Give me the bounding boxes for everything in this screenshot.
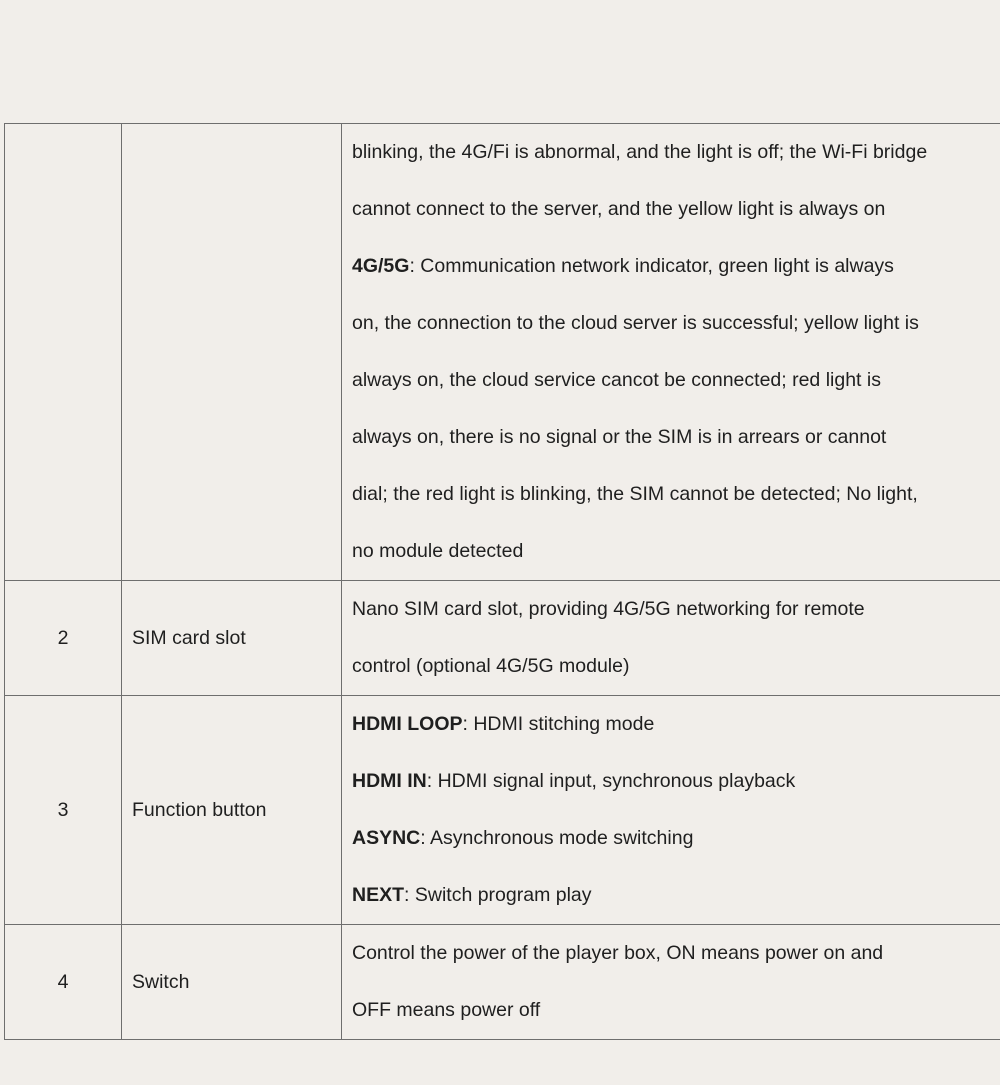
table-row <box>5 124 1000 581</box>
description-line: Control the power of the player box, ON means power on and <box>352 942 884 964</box>
row-name <box>122 124 342 581</box>
row-number: 4 <box>5 925 122 1040</box>
description-line: 4G/5G: Communication network indicator, green light is always <box>352 255 894 277</box>
description-line: no module detected <box>352 540 524 562</box>
row-name: Function button <box>122 696 342 925</box>
description-line: NEXT: Switch program play <box>352 884 592 906</box>
row-name: SIM card slot <box>122 581 342 696</box>
description-line: control (optional 4G/5G module) <box>352 655 630 677</box>
description-line: HDMI IN: HDMI signal input, synchronous playback <box>352 770 796 792</box>
description-line: on, the connection to the cloud server is successful; yellow light is <box>352 312 919 334</box>
table-row <box>5 925 1000 1040</box>
row-name: Switch <box>122 925 342 1040</box>
row-number: 2 <box>5 581 122 696</box>
description-line: always on, the cloud service cancot be connected; red light is <box>352 369 881 391</box>
table-row <box>5 696 1000 925</box>
row-number <box>5 124 122 581</box>
description-line: cannot connect to the server, and the yellow light is always on <box>352 198 886 220</box>
description-line: ASYNC: Asynchronous mode switching <box>352 827 694 849</box>
spec-table <box>4 123 1000 1040</box>
description-line: OFF means power off <box>352 999 541 1021</box>
description-line: dial; the red light is blinking, the SIM cannot be detected; No light, <box>352 483 918 505</box>
row-description <box>342 124 1000 581</box>
description-line: always on, there is no signal or the SIM is in arrears or cannot <box>352 426 887 448</box>
description-line: blinking, the 4G/Fi is abnormal, and the light is off; the Wi-Fi bridge <box>352 141 928 163</box>
description-line: Nano SIM card slot, providing 4G/5G networking for remote <box>352 598 865 620</box>
row-description <box>342 925 1000 1040</box>
description-line: HDMI LOOP: HDMI stitching mode <box>352 713 655 735</box>
row-number: 3 <box>5 696 122 925</box>
table-row <box>5 581 1000 696</box>
row-description <box>342 696 1000 925</box>
row-description <box>342 581 1000 696</box>
